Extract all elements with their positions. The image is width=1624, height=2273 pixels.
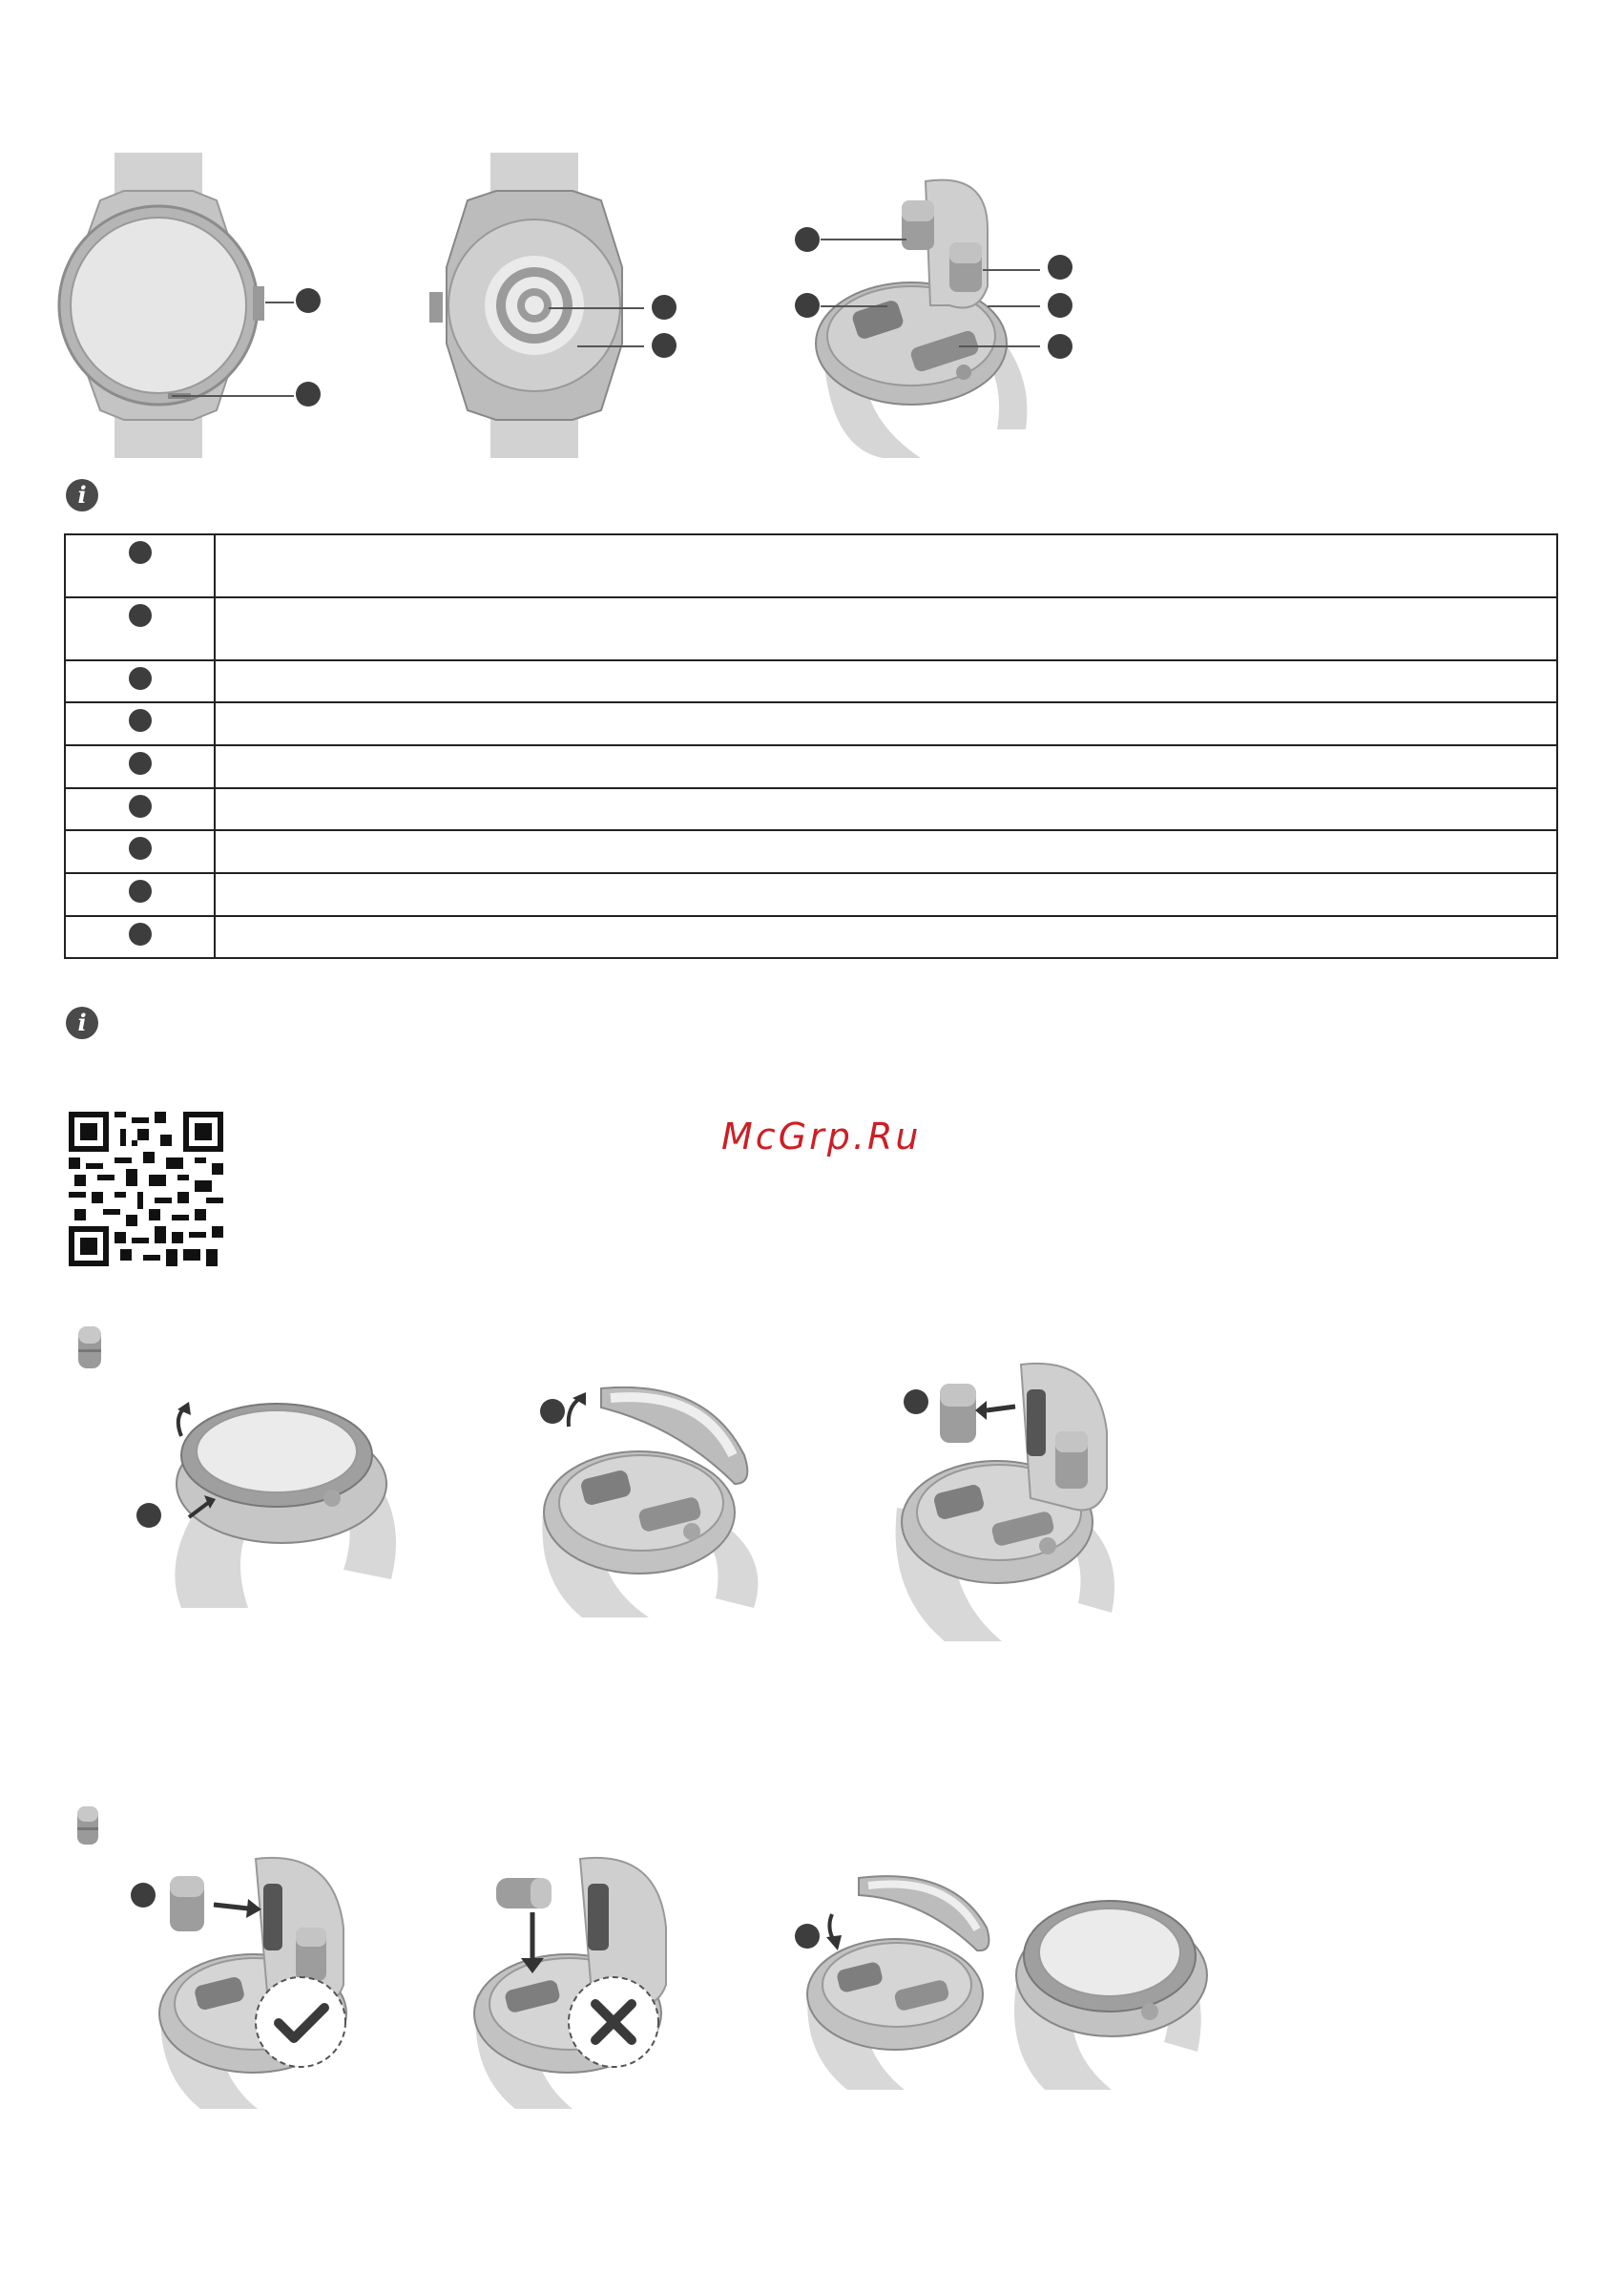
- table-row: [65, 660, 1557, 702]
- callout-marker: [296, 288, 321, 313]
- earbud-icon: [76, 1326, 103, 1368]
- table-row: [65, 916, 1557, 958]
- table-row: [65, 534, 1557, 597]
- callout-marker: [129, 667, 152, 690]
- callout-marker: [129, 837, 152, 860]
- callout-marker: [795, 293, 820, 318]
- table-row: [65, 830, 1557, 873]
- callout-line: [577, 345, 644, 347]
- callout-marker: [131, 1883, 156, 1908]
- callout-marker: [129, 923, 152, 946]
- callout-marker: [296, 382, 321, 407]
- callout-marker: [540, 1399, 565, 1424]
- table-row: [65, 597, 1557, 660]
- callout-line: [983, 269, 1040, 271]
- callout-marker: [652, 295, 677, 320]
- watch-back-illustration: [420, 153, 687, 458]
- callout-marker: [129, 604, 152, 627]
- info-icon: i: [66, 479, 98, 511]
- step-closed-watch-illustration: [1007, 1880, 1212, 2090]
- callout-line: [172, 395, 294, 397]
- callout-marker: [1048, 255, 1072, 280]
- callout-marker: [129, 709, 152, 732]
- callout-marker: [1048, 334, 1072, 359]
- callout-marker: [904, 1389, 928, 1414]
- callout-marker: [1048, 293, 1072, 318]
- step-press-release-illustration: [124, 1388, 410, 1608]
- table-row: [65, 873, 1557, 916]
- callout-line: [821, 305, 887, 307]
- callout-marker: [129, 880, 152, 903]
- callout-line: [988, 305, 1040, 307]
- callout-marker: [652, 333, 677, 358]
- qr-code: [69, 1112, 223, 1266]
- callout-line: [549, 307, 644, 309]
- table-row: [65, 745, 1557, 788]
- callout-marker: [136, 1503, 161, 1528]
- callout-marker: [129, 795, 152, 818]
- cross-icon: [567, 1975, 660, 2069]
- callout-line: [821, 239, 906, 240]
- earbud-icon: [76, 1806, 99, 1845]
- watermark: McGrp.Ru: [721, 1116, 922, 1157]
- callout-marker: [129, 541, 152, 564]
- callout-marker: [129, 752, 152, 775]
- callout-marker: [795, 1924, 820, 1949]
- callout-line: [959, 345, 1040, 347]
- check-icon: [254, 1975, 347, 2069]
- watch-open-earbuds-illustration: [806, 172, 1073, 458]
- table-row: [65, 702, 1557, 745]
- parts-table: [64, 533, 1558, 959]
- table-row: [65, 788, 1557, 830]
- info-icon: i: [66, 1007, 98, 1039]
- callout-line: [265, 302, 294, 303]
- callout-marker: [795, 227, 820, 252]
- step-open-cover-illustration: [534, 1369, 782, 1617]
- step-close-cover-illustration: [800, 1861, 1000, 2090]
